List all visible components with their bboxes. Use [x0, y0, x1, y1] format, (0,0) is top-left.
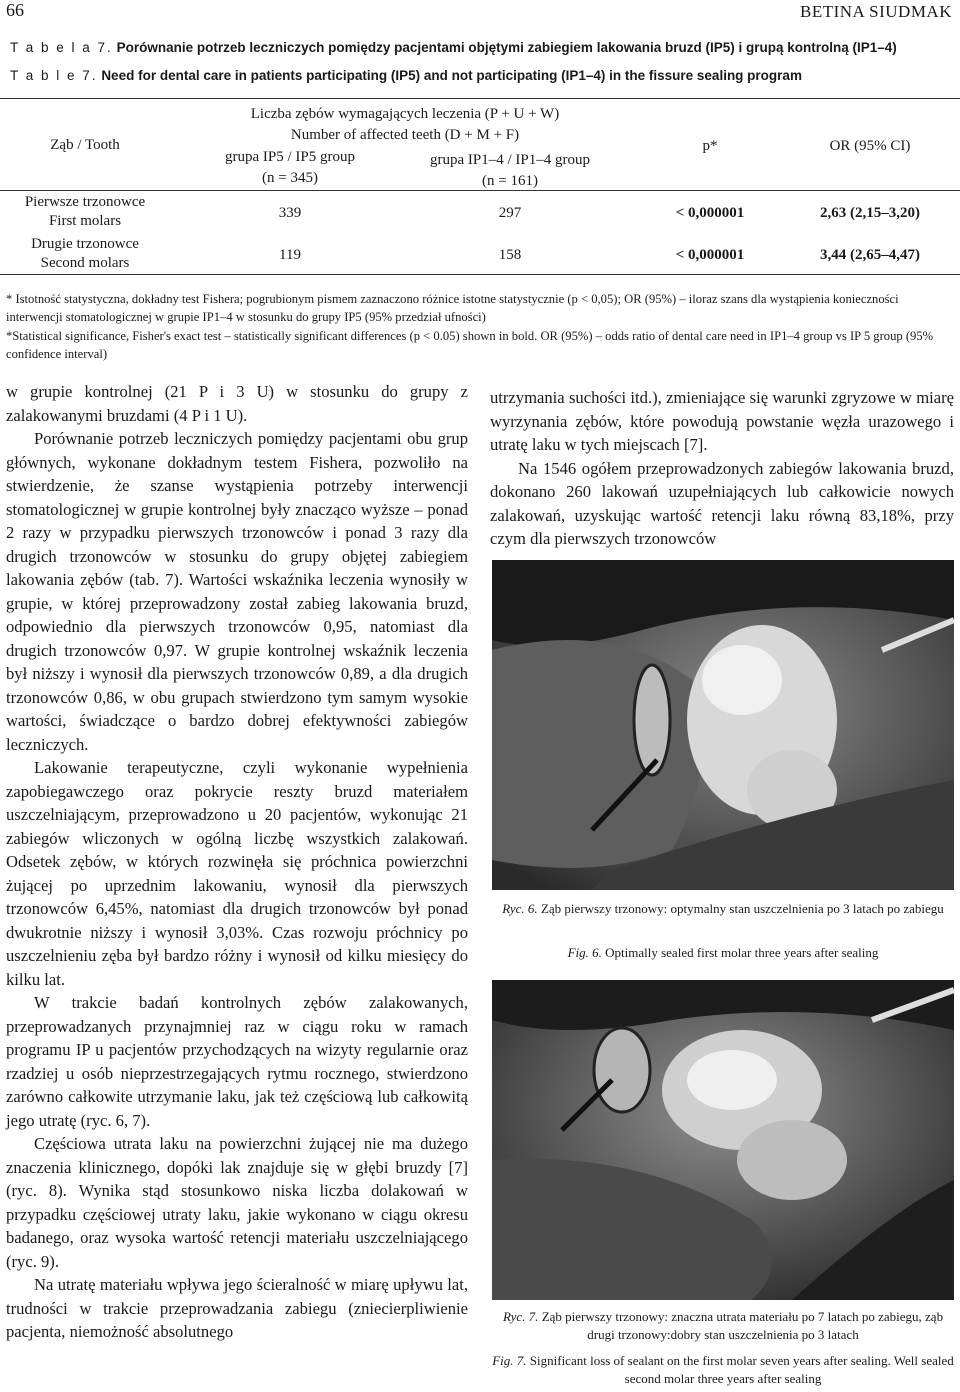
- figure-6-text-en: Optimally sealed first molar three years after sealing: [605, 945, 879, 960]
- table-rule-top: [0, 98, 960, 99]
- page-number: 66: [6, 0, 24, 20]
- header-ip14: grupa IP1–4 / IP1–4 group: [430, 152, 590, 168]
- table-note-pl: * Istotność statystyczna, dokładny test Fishera; pogrubionym pismem zaznaczono różnice istotne statystycznie (p < 0,05); OR (95%) – iloraz szans dla wystąpienia konieczności interwencji stomatologicznej w grupie IP1–4 w stosunku do grupy IP5 (95% przedział ufności): [6, 292, 899, 324]
- row1-p: < 0,000001: [675, 205, 745, 221]
- figure-7-text-pl: Ząb pierwszy trzonowy: znaczna utrata materiału po 7 latach po zabiegu, ząb drugi trzonowy:dobry stan uszczelnienia po 3 latach: [541, 1309, 944, 1342]
- table-caption-en: [10, 68, 802, 83]
- figure-7-caption-pl: [492, 1308, 954, 1344]
- figure-7-label-en: Fig. 7.: [492, 1353, 527, 1368]
- figure-6-text-pl: Ząb pierwszy trzonowy: optymalny stan uszczelnienia po 3 latach po zabiegu: [540, 901, 944, 916]
- header-count-en: Number of affected teeth (D + M + F): [290, 127, 520, 143]
- row2-ip5: 119: [279, 247, 301, 263]
- running-author: BETINA SIUDMAK: [800, 2, 952, 21]
- header-ip5: grupa IP5 / IP5 group: [225, 149, 355, 165]
- row2-tooth-en: Second molars: [40, 255, 130, 271]
- row2-tooth-pl: Drugie trzonowce: [31, 236, 139, 252]
- header-count-pl: Liczba zębów wymagających leczenia (P + U + W): [250, 106, 560, 122]
- paragraph: Lakowanie terapeutyczne, czyli wykonanie wypełnienia zapobiegawczego oraz pokrycie reszty bruzd materiałem uszczelniającym, przeprowadzono u 20 pacjentów, wykonując 21 zabiegów wliczonych w ogólną liczbę wszystkich zalakowań. Odsetek zębów, w których rozwinęła się próchnica powierzchni żującej po uprzednim lakowaniu, wynosił dla pierwszych trzonowców 6,45%, natomiast dla drugich trzonowców był ponad dwukrotnie niższy i wynosił 3,03%. Czas rozwoju próchnicy po uszczelnieniu zęba był bardzo różny i wynosił od kilku miesięcy do kilku lat.: [6, 758, 468, 989]
- dental-photo-fig7: [492, 980, 954, 1300]
- table-title-en: Need for dental care in patients participating (IP5) and not participating (IP1–4) in the fissure sealing program: [101, 68, 802, 83]
- header-p: p*: [702, 138, 718, 154]
- table-label-en: T a b l e 7.: [10, 68, 98, 83]
- row1-tooth-en: First molars: [48, 213, 122, 229]
- paragraph: Porównanie potrzeb leczniczych pomiędzy pacjentami obu grup głównych, wykonane dokładnym testem Fishera, pozwoliło na stwierdzenie, że szanse wystąpienia potrzeby interwencji stomatologicznej w grupie kontrolnej były znacząco wyższe – ponad 2 razy w przypadku pierwszych trzonowców i ponad 3 razy dla drugich trzonowców w stosunku do grupy objętej zabiegiem lakowania zębów (tab. 7). Wartości wskaźnika leczenia wynosiły w grupie, w której przeprowadzony został zabieg lakowania bruzd, odpowiednio dla pierwszych trzonowców 0,95, natomiast dla drugich trzonowców 0,97. W grupie kontrolnej wskaźnik leczenia był niższy i wynosił dla pierwszych trzonowców 0,89, a dla drugich trzonowców 0,86, w obu grupach stwierdzono tym samym wysokie wartości, świadczące o bardzo dobrej efektywności zabiegów leczniczych.: [6, 429, 468, 754]
- figure-6-label-en: Fig. 6.: [567, 945, 602, 960]
- paragraph: Na utratę materiału wpływa jego ścieralność w miarę upływu lat, trudności w trakcie przeprowadzania zabiegu (zniecierpliwienie pacjenta, niemożność absolutnego: [6, 1275, 468, 1341]
- figure-7-label-pl: Ryc. 7.: [502, 1309, 539, 1324]
- row1-ip14: 297: [498, 205, 522, 221]
- row2-p: < 0,000001: [675, 247, 745, 263]
- header-ip14-n: (n = 161): [482, 173, 538, 189]
- figure-7-photo: [492, 980, 954, 1300]
- figure-6-label-pl: Ryc. 6.: [502, 901, 538, 916]
- paragraph: Częściowa utrata laku na powierzchni żującej nie ma dużego znaczenia klinicznego, dopóki lak znajduje się w głębi bruzdy [7] (ryc. 8). Wynika stąd stosunkowo niska liczba dolakowań w przypadku częściowej utraty laku, jakie wykonano w ciągu okresu badanego, oraz wysoka wartość retencji materiału uszczelniającego (ryc. 9).: [6, 1134, 468, 1271]
- header-tooth: Ząb / Tooth: [50, 137, 120, 153]
- figure-7-text-en: Significant loss of sealant on the first molar seven years after sealing. Well sealed second molar three years after sealing: [529, 1353, 954, 1386]
- paragraph: utrzymania suchości itd.), zmieniające się warunki zgryzowe w miarę wyrzynania zębów, które powodują powstanie węzła urazowego i utratę laku w tych miejscach [7].: [490, 388, 954, 454]
- table-note-en: *Statistical significance, Fisher's exact test – statistically significant differences (p < 0.05) shown in bold. OR (95%) – odds ratio of dental care need in IP1–4 group vs IP 5 group (95% confidence interval): [6, 329, 934, 361]
- row1-or: 2,63 (2,15–3,20): [820, 205, 920, 221]
- table-rule-bottom: [0, 274, 960, 275]
- dental-photo-fig6: [492, 560, 954, 890]
- row1-tooth-pl: Pierwsze trzonowce: [24, 194, 146, 210]
- paragraph: W trakcie badań kontrolnych zębów zalakowanych, przeprowadzanych przynajmniej raz w ciągu roku w ramach programu IP u pacjentów przychodzących na wizyty regularnie oraz rzadziej u osób nieprzestrzegających rytmu rocznego, stwierdzono zarówno całkowite utrzymanie laku, jak też częściową lub całkowitą jego utratę (ryc. 6, 7).: [6, 993, 468, 1130]
- body-right-column: [490, 386, 954, 551]
- row1-ip5: 339: [278, 205, 302, 221]
- table-label-pl: T a b e l a 7.: [10, 40, 113, 55]
- table-title-pl: Porównanie potrzeb leczniczych pomiędzy pacjentami objętymi zabiegiem lakowania bruzd (IP5) i grupą kontrolną (IP1–4): [116, 40, 897, 55]
- figure-6-photo: [492, 560, 954, 890]
- paragraph: Na 1546 ogółem przeprowadzonych zabiegów lakowania bruzd, dokonano 260 lakowań uzupełniających lub całkowicie nowych zalakowań, uzyskując wartość retencji laku równą 83,18%, przy czym dla pierwszych trzonowców: [490, 458, 954, 548]
- body-left-column: [6, 380, 468, 1344]
- table-caption-pl: [10, 40, 897, 55]
- figure-6-caption-en: [492, 944, 954, 962]
- figure-6-caption-pl: [492, 900, 954, 918]
- row2-ip14: 158: [498, 247, 522, 263]
- row2-or: 3,44 (2,65–4,47): [820, 247, 920, 263]
- header-or: OR (95% CI): [829, 138, 911, 154]
- header-ip5-n: (n = 345): [262, 170, 318, 186]
- figure-7-caption-en: [492, 1352, 954, 1388]
- paragraph: w grupie kontrolnej (21 P i 3 U) w stosunku do grupy z zalakowanymi bruzdami (4 P i 1 U).: [6, 382, 468, 425]
